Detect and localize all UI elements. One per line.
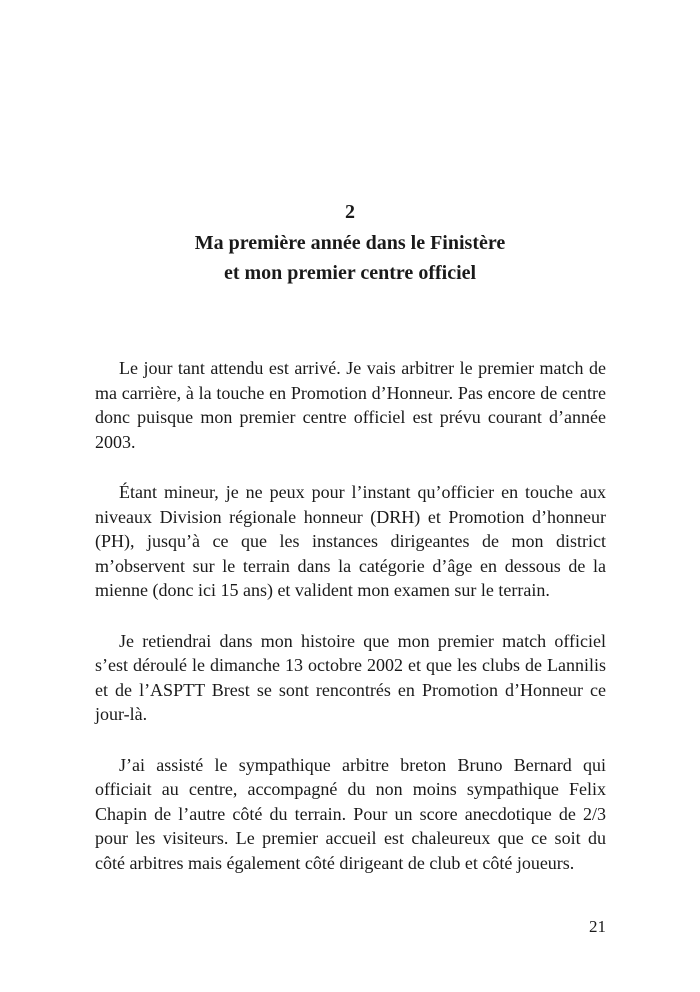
paragraph-1: Le jour tant attendu est arrivé. Je vais arbitrer le premier match de ma carrière, à la touche en Promotion d’Honneur. Pas encore de centre donc puisque mon premier centre officiel est prévu courant d’année 2003. [95,358,606,452]
chapter-number: 2 [345,201,355,223]
paragraph-4: J’ai assisté le sympathique arbitre breton Bruno Bernard qui officiait au centre, accompagné du non moins sympathique Felix Chapin de l’autre côté du terrain. Pour un score anecdotique de 2/3 pour les visiteurs. Le premier accueil est chaleureux que ce soit du côté arbitres mais également côté dirigeant de club et côté joueurs. [95,754,606,873]
body-text [95,356,606,901]
chapter-heading [0,198,700,288]
paragraph-3: Je retiendrai dans mon histoire que mon premier match officiel s’est déroulé le dimanche 13 octobre 2002 et que les clubs de Lannilis et de l’ASPTT Brest se sont rencontrés en Promotion d’Honneur ce jour-là. [95,630,606,724]
page-number: 21 [589,917,606,936]
chapter-title-line-2: et mon premier centre officiel [223,262,477,284]
chapter-title-line-1: Ma première année dans le Finistère [194,232,506,254]
paragraph-2: Étant mineur, je ne peux pour l’instant qu’officier en touche aux niveaux Division régionale honneur (DRH) et Promotion d’honneur (PH), jusqu’à ce que les instances dirigeantes de mon district m’observent sur le terrain dans la catégorie d’âge en dessous de la mienne (donc ici 15 ans) et valident mon examen sur le terrain. [95,482,606,600]
